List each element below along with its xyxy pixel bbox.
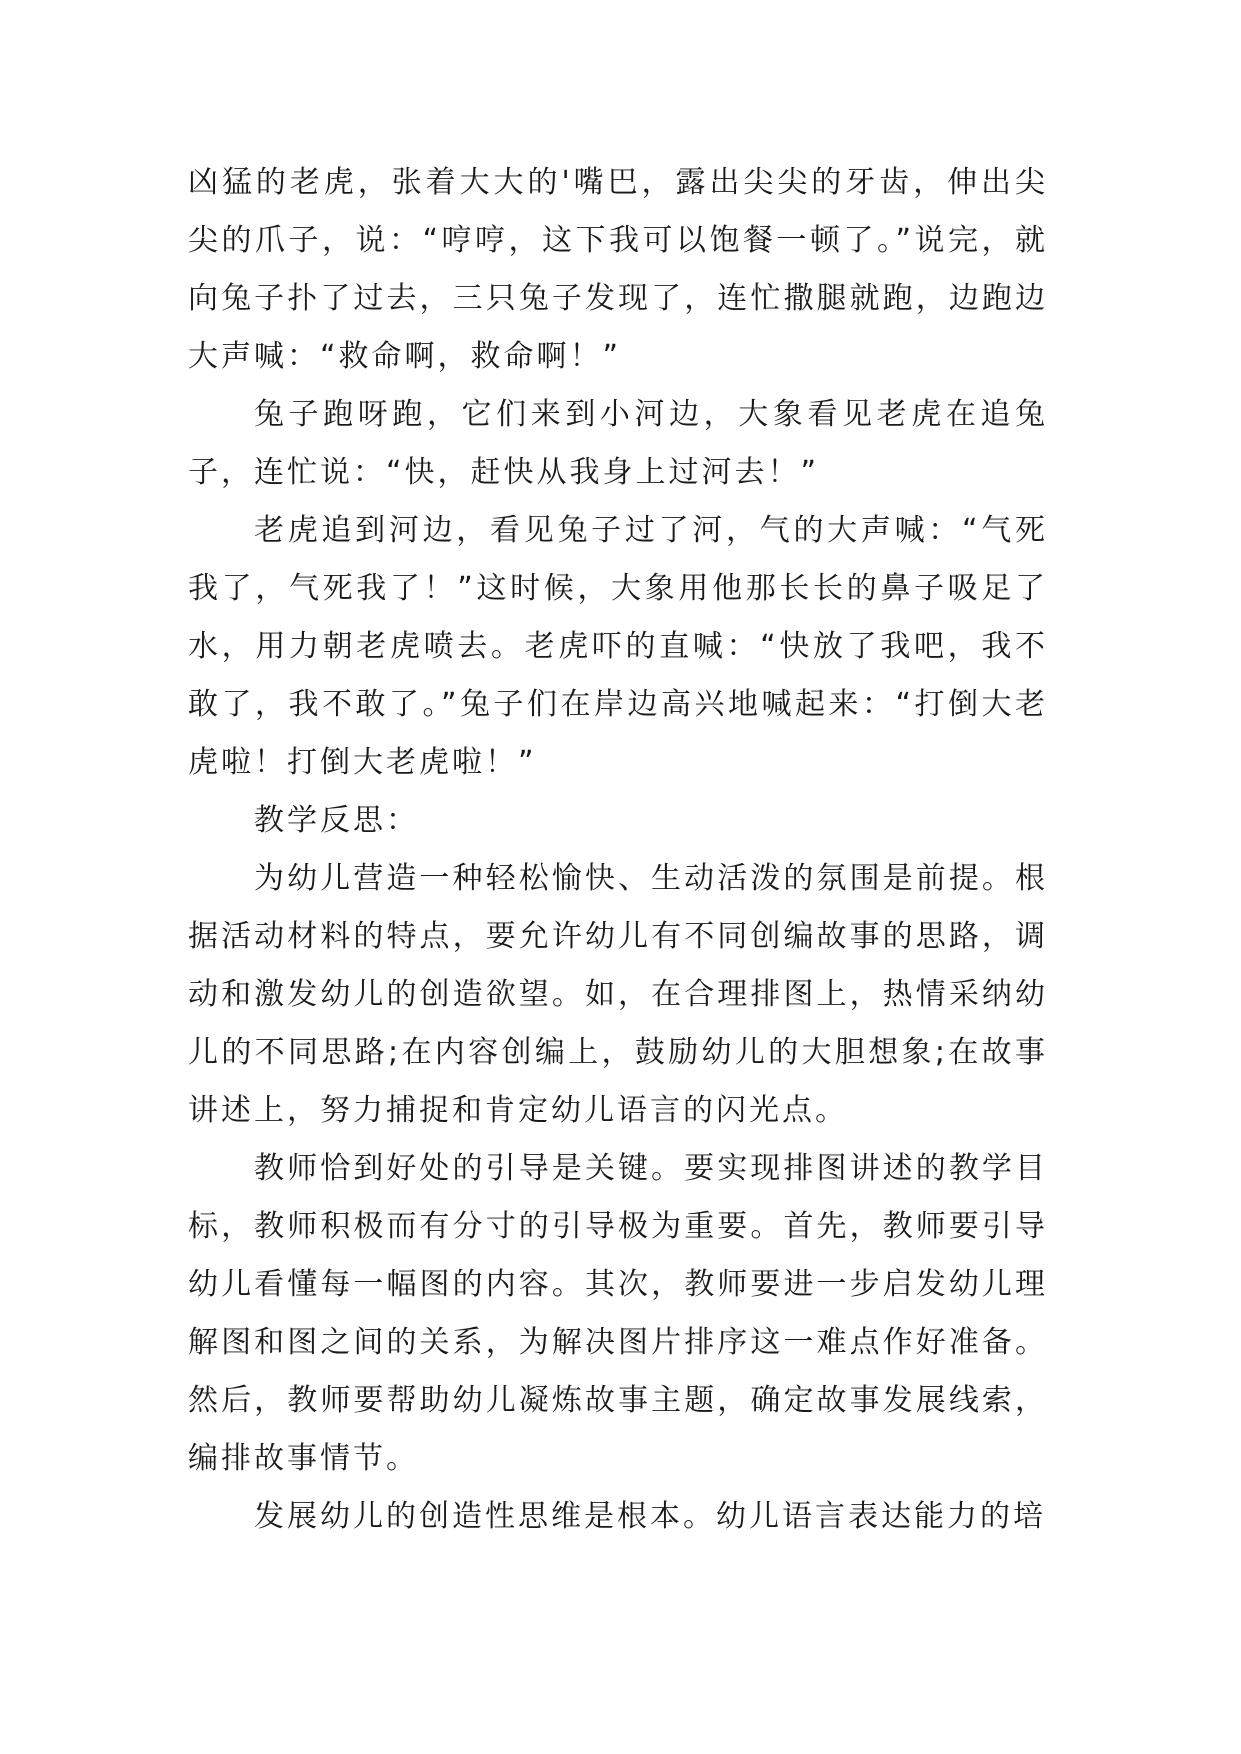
reflection-paragraph-atmosphere: 为幼儿营造一种轻松愉快、生动活泼的氛围是前提。根据活动材料的特点，要允许幼儿有不同创编故事的思路，调动和激发幼儿的创造欲望。如，在合理排图上，热情采纳幼儿的不同思路;在内容创编上，鼓励幼儿的大胆想象;在故事讲述上，努力捕捉和肯定幼儿语言的闪光点。: [188, 861, 1048, 1128]
reflection-paragraph-creative-thinking: 发展幼儿的创造性思维是根本。幼儿语言表达能力的培: [254, 1499, 1046, 1534]
story-paragraph-elephant-sprays-tiger: 老虎追到河边，看见兔子过了河，气的大声喊：“气死我了，气死我了！”这时候，大象用他那长长的鼻子吸足了水，用力朝老虎喷去。老虎吓的直喊：“快放了我吧，我不敢了，我不敢了。”兔子们在岸边高兴地喊起来：“打倒大老虎啦！打倒大老虎啦！”: [188, 513, 1048, 780]
reflection-paragraph-guidance: 教师恰到好处的引导是关键。要实现排图讲述的教学目标，教师积极而有分寸的引导极为重要。首先，教师要引导幼儿看懂每一幅图的内容。其次，教师要进一步启发幼儿理解图和图之间的关系，为解决图片排序这一难点作好准备。然后，教师要帮助幼儿凝炼故事主题，确定故事发展线索，编排故事情节。: [188, 1151, 1048, 1476]
document-body: [188, 154, 1048, 1546]
story-paragraph-tiger-chase: 凶猛的老虎，张着大大的'嘴巴，露出尖尖的牙齿，伸出尖尖的爪子，说：“哼哼，这下我可以饱餐一顿了。”说完，就向兔子扑了过去，三只兔子发现了，连忙撒腿就跑，边跑边大声喊：“救命啊，救命啊！”: [188, 165, 1048, 374]
section-heading-teaching-reflection: 教学反思：: [254, 803, 419, 838]
story-paragraph-river-elephant: 兔子跑呀跑，它们来到小河边，大象看见老虎在追兔子，连忙说：“快，赶快从我身上过河去！”: [188, 397, 1048, 490]
